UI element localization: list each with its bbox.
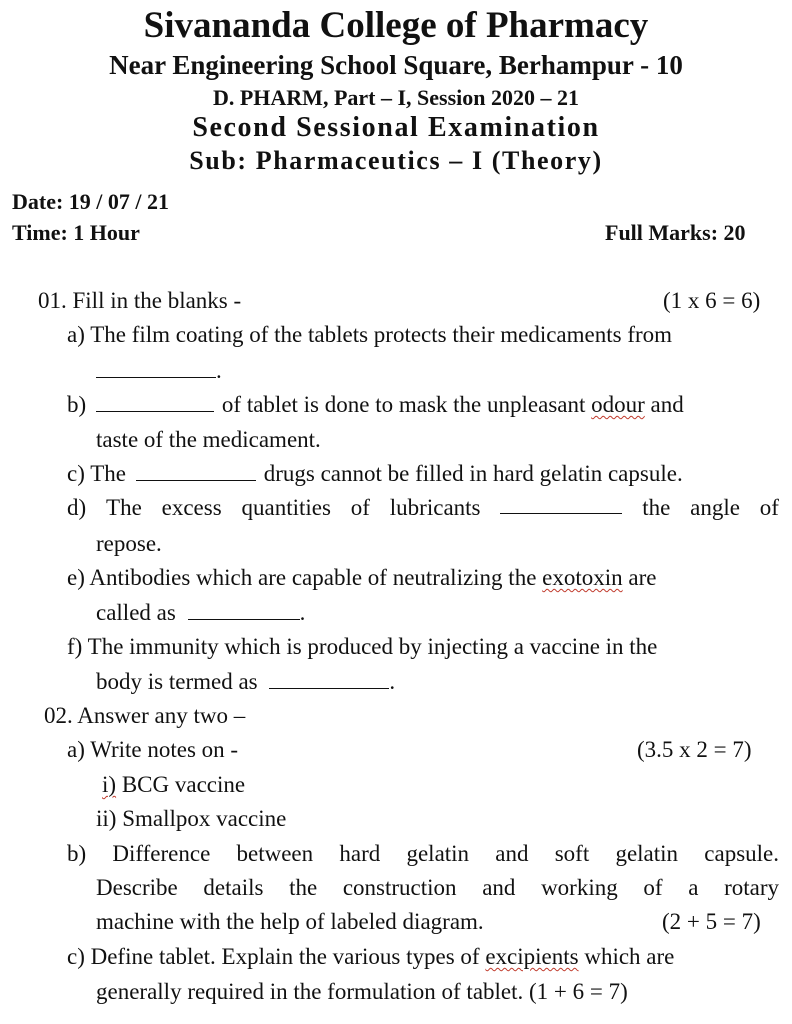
q1-e-line1: e) Antibodies which are capable of neutralizing the exotoxin are xyxy=(67,565,657,590)
q2-b-line3: machine with the help of labeled diagram. xyxy=(96,909,484,934)
subject-title: Sub: Pharmaceutics – I (Theory) xyxy=(189,146,603,175)
spellcheck-word: i) xyxy=(102,772,117,797)
q1-title: 01. Fill in the blanks - xyxy=(38,288,242,313)
q2-title: 02. Answer any two – xyxy=(44,703,246,728)
q2-b-marks: (2 + 5 = 7) xyxy=(662,909,761,934)
blank-line xyxy=(188,601,300,620)
exam-time: Time: 1 Hour xyxy=(12,220,140,245)
full-marks: Full Marks: 20 xyxy=(605,220,746,245)
q1-b-line2: taste of the medicament. xyxy=(96,427,321,452)
q1-f-line2: body is termed as . xyxy=(96,669,396,694)
q1-b-line1: b) of tablet is done to mask the unpleasant odour and xyxy=(67,392,684,417)
exam-title: Second Sessional Examination xyxy=(192,112,600,143)
college-name: Sivananda College of Pharmacy xyxy=(143,5,649,46)
blank-line xyxy=(96,393,214,412)
course-session: D. PHARM, Part – I, Session 2020 – 21 xyxy=(212,85,580,110)
q1-d-line2: repose. xyxy=(96,531,162,556)
blank-line xyxy=(136,462,256,481)
q2-a-ii: ii) Smallpox vaccine xyxy=(96,806,287,831)
blank-line xyxy=(500,495,622,514)
q2-a-marks: (3.5 x 2 = 7) xyxy=(637,737,752,762)
q1-a-line2: . xyxy=(96,358,222,384)
q2-c-line1: c) Define tablet. Explain the various types of excipients which are xyxy=(67,944,675,969)
q1-f-line1: f) The immunity which is produced by injecting a vaccine in the xyxy=(67,634,658,659)
spellcheck-word: exotoxin xyxy=(542,565,623,590)
q2-b-line1: b) Difference between hard gelatin and soft gelatin capsule. xyxy=(67,841,779,866)
q1-marks: (1 x 6 = 6) xyxy=(663,288,761,313)
q1-e-line2: called as . xyxy=(96,600,306,625)
q2-c-line2: generally required in the formulation of tablet. (1 + 6 = 7) xyxy=(96,979,628,1004)
q2-a-title: a) Write notes on - xyxy=(67,737,239,762)
q2-b-line2: Describe details the construction and working of a rotary xyxy=(96,875,779,900)
q2-a-i: i) BCG vaccine xyxy=(102,772,246,797)
exam-date: Date: 19 / 07 / 21 xyxy=(12,189,170,214)
q1-a-line1: a) The film coating of the tablets protects their medicaments from xyxy=(67,322,673,347)
spellcheck-word: excipients xyxy=(485,944,579,969)
blank-line xyxy=(269,670,389,689)
q1-d-line1: d) The excess quantities of lubricants the angle of xyxy=(67,495,779,520)
q1-c: c) The drugs cannot be filled in hard gelatin capsule. xyxy=(67,461,683,486)
college-address: Near Engineering School Square, Berhampur - 10 xyxy=(109,50,683,80)
spellcheck-word: odour xyxy=(591,392,645,417)
blank-line xyxy=(96,359,216,378)
